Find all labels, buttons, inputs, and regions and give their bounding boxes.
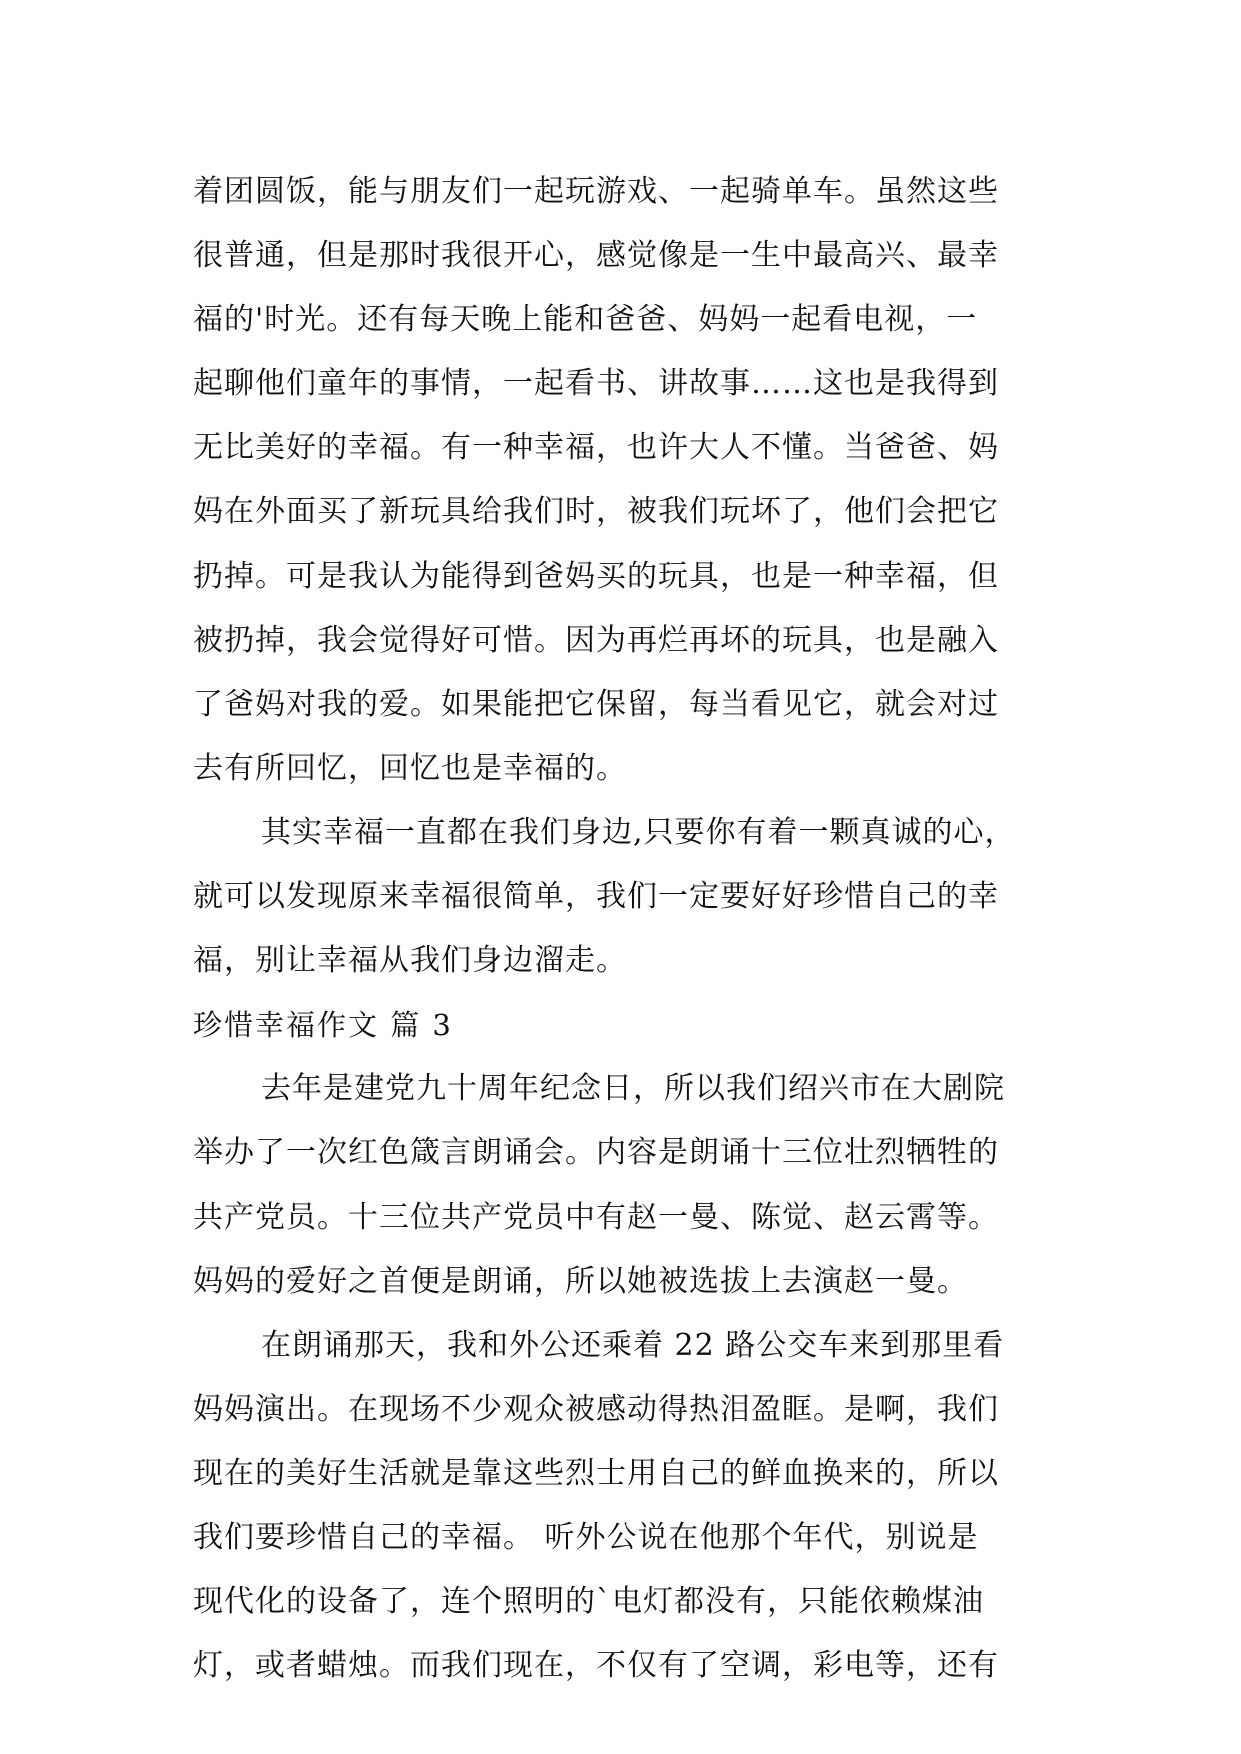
text-line: 共产党员。十三位共产党员中有赵一曼、陈觉、赵云霄等。 — [193, 1199, 999, 1235]
article-body — [193, 160, 1073, 1698]
paragraph-2 — [193, 801, 1073, 993]
paragraph-1 — [193, 160, 1073, 801]
text-line: 现在的美好生活就是靠这些烈士用自己的鲜血换来的，所以 — [193, 1455, 999, 1491]
text-line: 就可以发现原来幸福很简单，我们一定要好好珍惜自己的幸 — [193, 879, 999, 915]
text-line: 很普通，但是那时我很开心，感觉像是一生中最高兴、最幸 — [193, 238, 999, 274]
text-line: 无比美好的幸福。有一种幸福，也许大人不懂。当爸爸、妈 — [193, 430, 999, 466]
text-line: 在朗诵那天，我和外公还乘着 22 路公交车来到那里看 — [261, 1327, 1005, 1363]
text-line: 起聊他们童年的事情，一起看书、讲故事……这也是我得到 — [193, 366, 999, 402]
text-line: 其实幸福一直都在我们身边,只要你有着一颗真诚的心， — [261, 814, 1016, 850]
paragraph-3 — [193, 1057, 1073, 1313]
paragraph-4 — [193, 1314, 1073, 1699]
text-line: 妈妈演出。在现场不少观众被感动得热泪盈眶。是啊，我们 — [193, 1391, 999, 1427]
text-line: 现代化的设备了，连个照明的`电灯都没有，只能依赖煤油 — [193, 1584, 984, 1620]
text-line: 灯，或者蜡烛。而我们现在，不仅有了空调，彩电等，还有 — [193, 1648, 999, 1684]
text-line: 福，别让幸福从我们身边溜走。 — [193, 943, 627, 979]
section-heading: 珍惜幸福作文 篇 3 — [193, 1008, 453, 1043]
text-line: 了爸妈对我的爱。如果能把它保留，每当看见它，就会对过 — [193, 686, 999, 722]
text-line: 着团圆饭，能与朋友们一起玩游戏、一起骑单车。虽然这些 — [193, 174, 999, 209]
text-line: 我们要珍惜自己的幸福。 听外公说在他那个年代，别说是 — [193, 1519, 979, 1555]
text-line: 去有所回忆，回忆也是幸福的。 — [193, 750, 627, 786]
text-line: 扔掉。可是我认为能得到爸妈买的玩具，也是一种幸福，但 — [193, 558, 999, 594]
text-line: 妈妈的爱好之首便是朗诵，所以她被选拔上去演赵一曼。 — [193, 1263, 968, 1299]
text-line: 福的'时光。还有每天晚上能和爸爸、妈妈一起看电视，一 — [193, 302, 978, 338]
text-line: 被扔掉，我会觉得好可惜。因为再烂再坏的玩具，也是融入 — [193, 622, 999, 658]
text-line: 举办了一次红色箴言朗诵会。内容是朗诵十三位壮烈牺牲的 — [193, 1135, 999, 1171]
text-line: 妈在外面买了新玩具给我们时，被我们玩坏了，他们会把它 — [193, 494, 999, 530]
text-line: 去年是建党九十周年纪念日，所以我们绍兴市在大剧院 — [261, 1071, 1005, 1107]
